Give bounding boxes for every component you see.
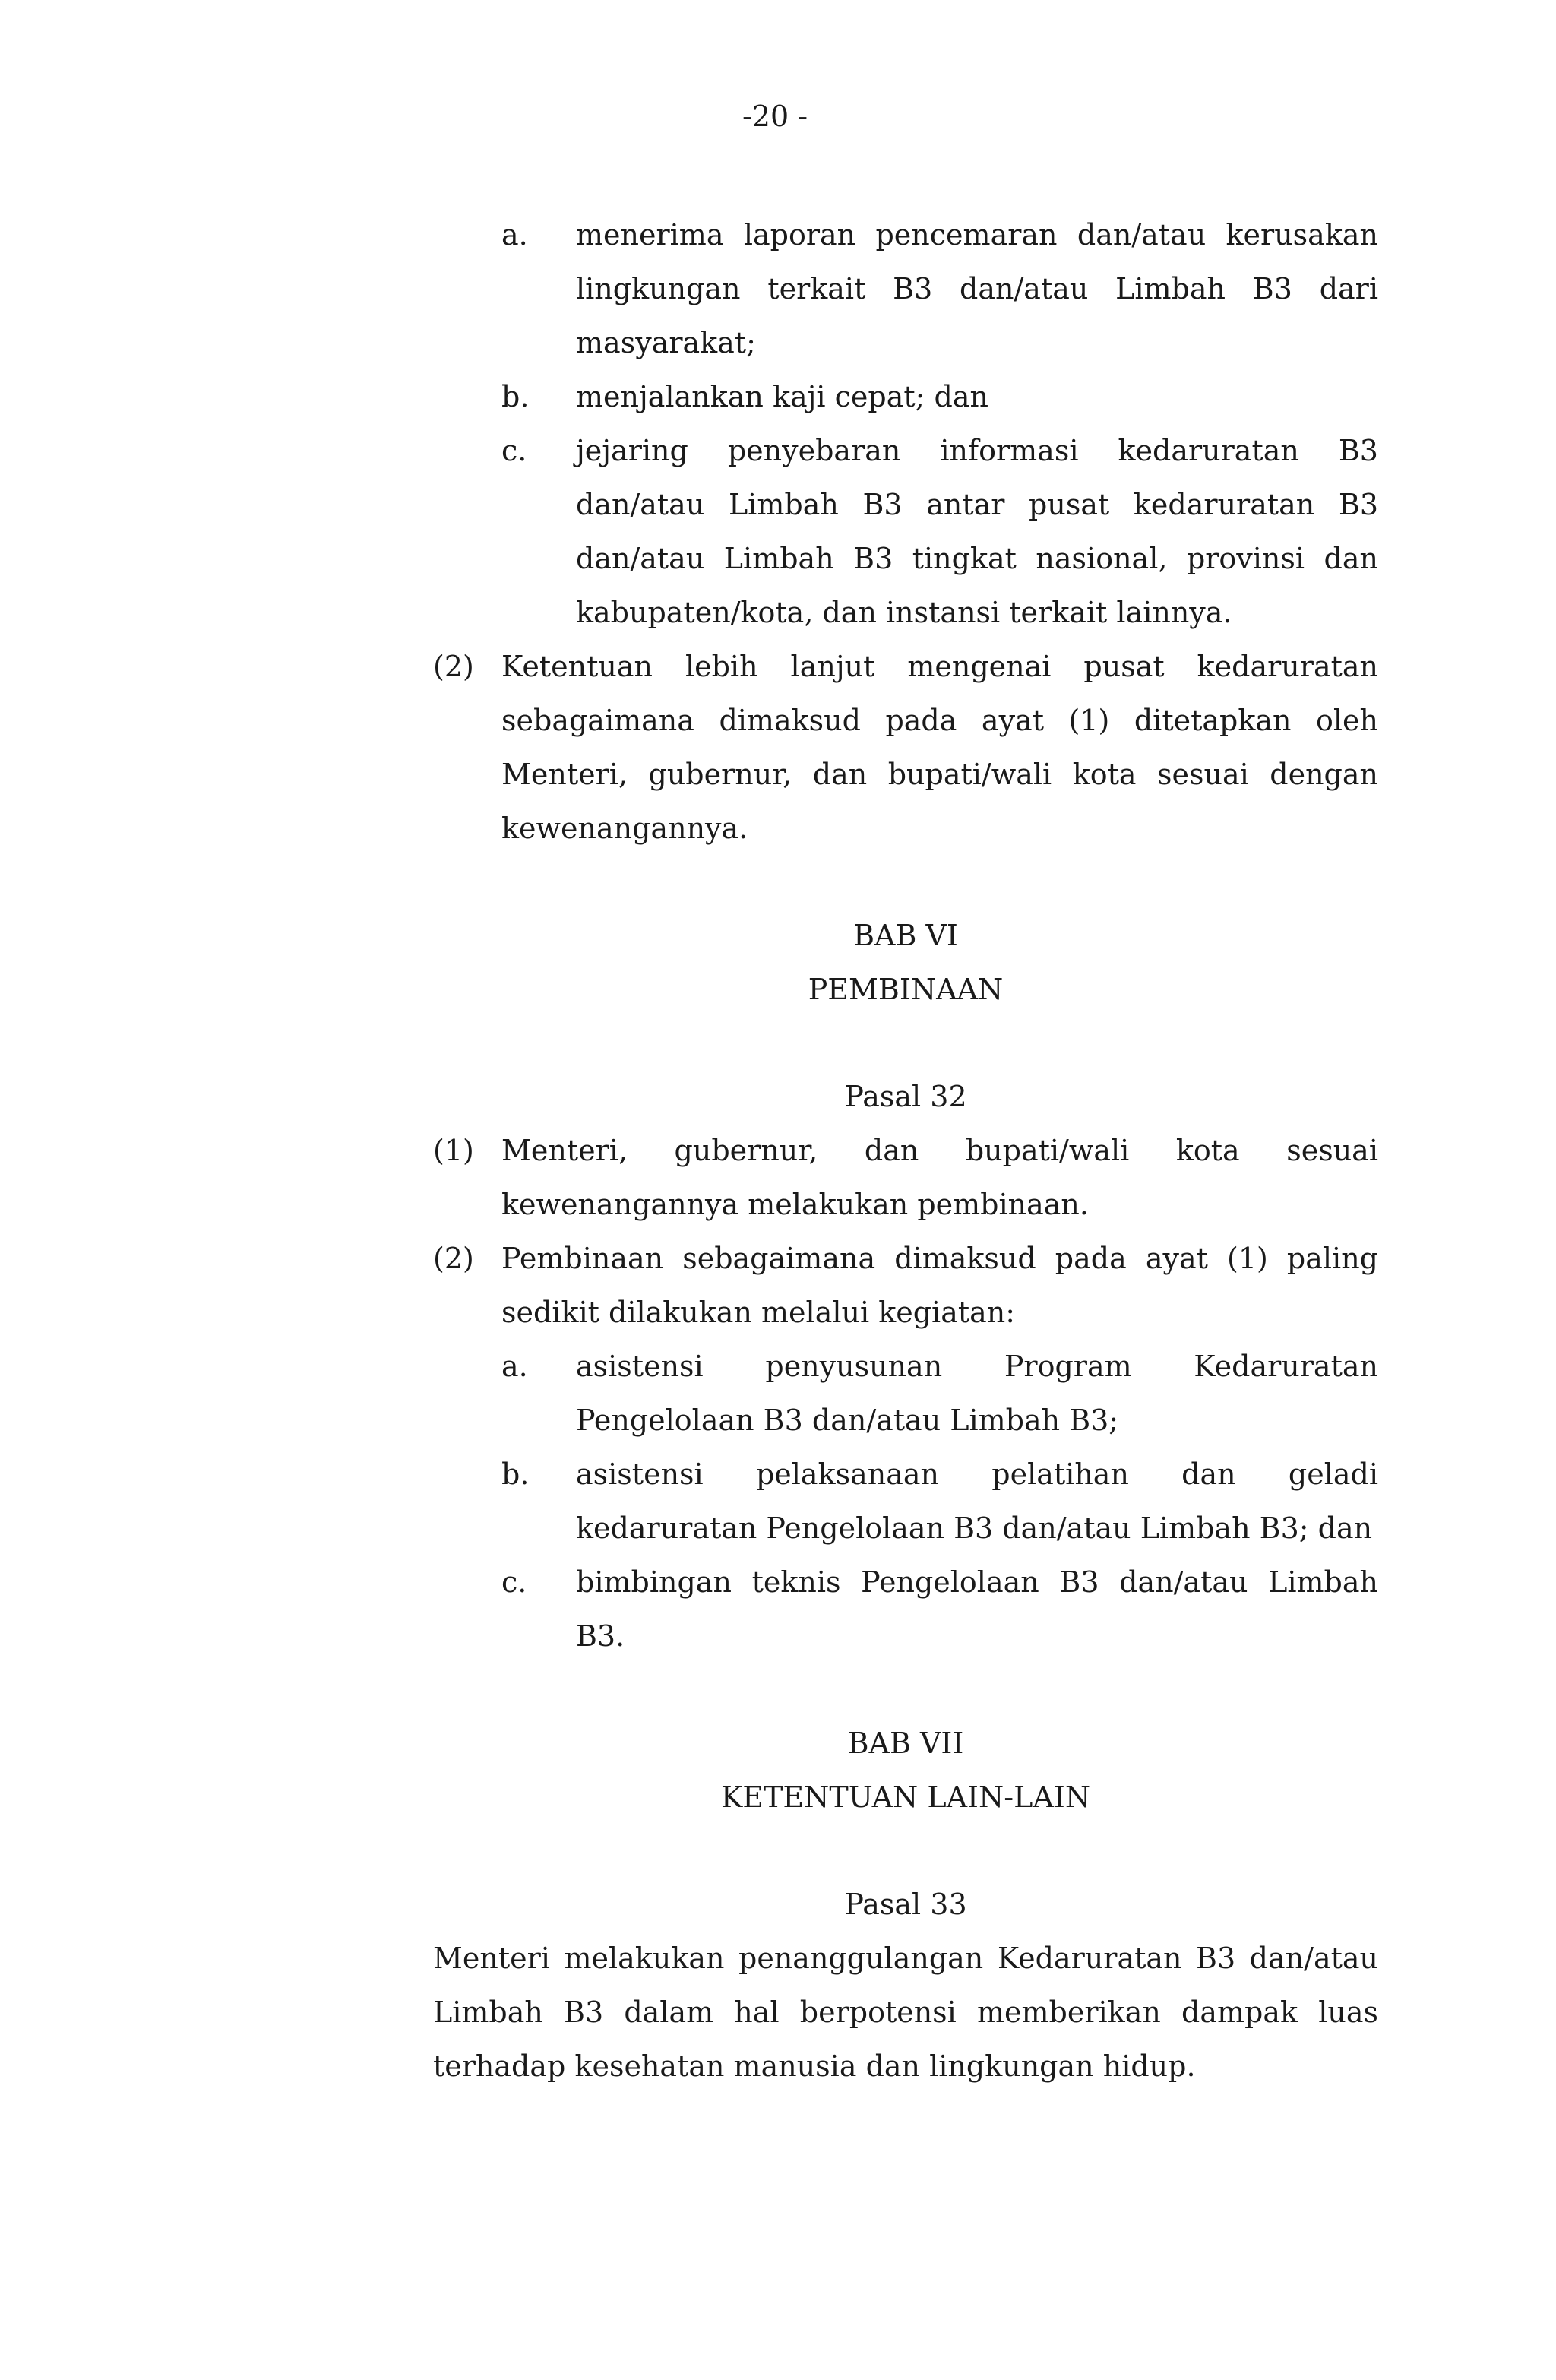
chapter-subtitle: PEMBINAAN: [808, 973, 1004, 1006]
paragraph-label: (1): [433, 1134, 474, 1167]
article-text: Menteri melakukan penanggulangan Kedaruratan B3 dan/atau Limbah B3 dalam hal berpotensi memberikan dampak luas terhadap kesehatan manusia dan lingkungan hidup.: [433, 1942, 1378, 2083]
list-item-label: b.: [501, 380, 530, 413]
list-item: [501, 424, 1378, 640]
list-item-text: menerima laporan pencemaran dan/atau kerusakan lingkungan terkait B3 dan/atau Limbah B3 dari masyarakat;: [576, 218, 1378, 359]
list-item-label: c.: [501, 1565, 527, 1599]
list-item: [501, 1448, 1378, 1556]
paragraph-label: (2): [433, 1242, 474, 1275]
list-item-text: jejaring penyebaran informasi kedaruratan B3 dan/atau Limbah B3 antar pusat kedaruratan B3 dan/atau Limbah B3 tingkat nasional, provinsi dan kabupaten/kota, dan instansi terkait lainnya.: [576, 434, 1378, 629]
list-item-label: a.: [501, 218, 528, 252]
list-item-text: asistensi pelaksanaan pelatihan dan geladi kedaruratan Pengelolaan B3 dan/atau Limbah B3; dan: [576, 1457, 1378, 1545]
document-body: [433, 208, 1378, 2094]
list-item-text: asistensi penyusunan Program Kedaruratan Pengelolaan B3 dan/atau Limbah B3;: [576, 1350, 1378, 1437]
chapter-subtitle: KETENTUAN LAIN-LAIN: [720, 1780, 1091, 1814]
chapter-title: BAB VI: [853, 919, 958, 952]
article-title: Pasal 32: [844, 1080, 967, 1113]
paragraph-label: (2): [433, 650, 474, 683]
list-item: [501, 1556, 1378, 1663]
paragraph-text: Menteri, gubernur, dan bupati/wali kota sesuai kewenangannya melakukan pembinaan.: [501, 1134, 1378, 1221]
paragraph-text: Pembinaan sebagaimana dimaksud pada ayat (1) paling sedikit dilakukan melalui kegiatan:: [501, 1242, 1378, 1329]
article-paragraph: [433, 1124, 1378, 1232]
list-item: [501, 370, 1378, 424]
paragraph-2: [433, 640, 1378, 856]
article-paragraph: [433, 1232, 1378, 1340]
paragraph-text: Ketentuan lebih lanjut mengenai pusat kedaruratan sebagaimana dimaksud pada ayat (1) ditetapkan oleh Menteri, gubernur, dan bupati/wali kota sesuai dengan kewenangannya.: [501, 650, 1378, 845]
list-item-label: a.: [501, 1350, 528, 1383]
list-item-text: menjalankan kaji cepat; dan: [576, 380, 989, 413]
article-title: Pasal 33: [844, 1888, 967, 1921]
page-number: -20 -: [742, 100, 808, 133]
list-item: [501, 208, 1378, 370]
list-item-label: c.: [501, 434, 527, 467]
chapter-title: BAB VII: [847, 1726, 964, 1760]
list-item-label: b.: [501, 1457, 530, 1491]
list-item-text: bimbingan teknis Pengelolaan B3 dan/atau Limbah B3.: [576, 1565, 1378, 1653]
list-item: [501, 1340, 1378, 1448]
